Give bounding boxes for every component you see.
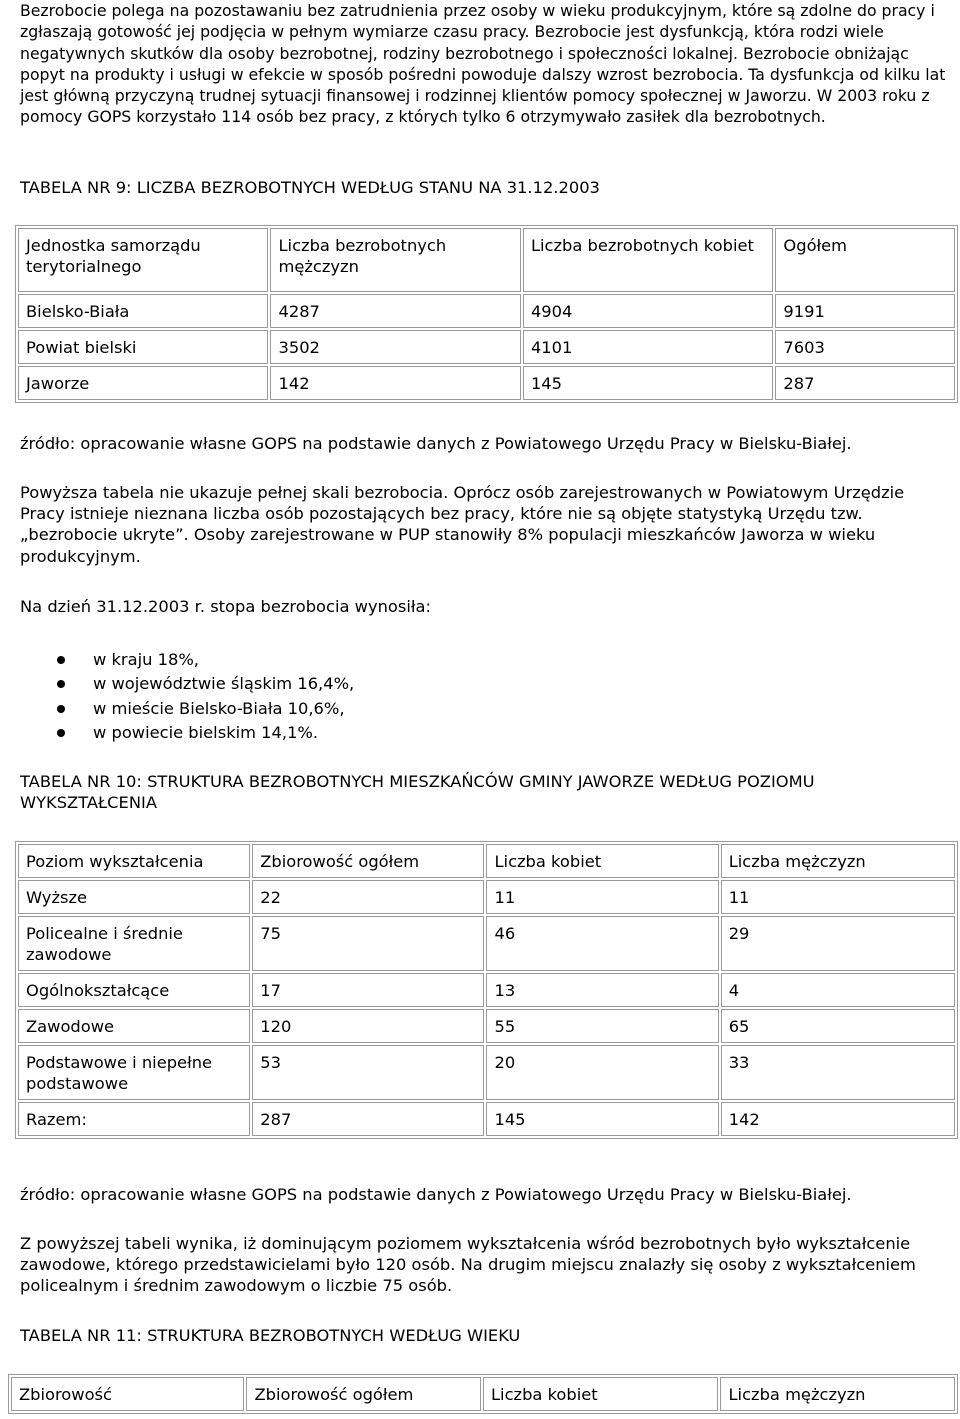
rate-intro: Na dzień 31.12.2003 r. stopa bezrobocia wynosiła: [20, 597, 431, 616]
table-cell: 142 [721, 1102, 955, 1136]
table-cell: 22 [252, 880, 484, 914]
table-cell: 29 [721, 916, 955, 971]
table9-source: źródło: opracowanie własne GOPS na podstawie danych z Powiatowego Urzędu Pracy w Bielsku-Białej. [20, 434, 852, 453]
table-row [18, 916, 955, 971]
unemployment-rates-list [0, 648, 354, 746]
table-cell: 3502 [270, 330, 520, 364]
table-cell: 145 [486, 1102, 718, 1136]
table11-title: TABELA NR 11: STRUKTURA BEZROBOTNYCH WEDŁUG WIEKU [20, 1326, 521, 1345]
list-item: w województwie śląskim 16,4%, [93, 672, 354, 696]
table-cell: Policealne i średnie zawodowe [18, 916, 250, 971]
bullet-icon [57, 680, 65, 688]
table-cell: 120 [252, 1009, 484, 1043]
table-cell: Podstawowe i niepełne podstawowe [18, 1045, 250, 1100]
table9-header-cell: Liczba bezrobotnych mężczyzn [270, 228, 520, 292]
table-cell: Bielsko-Biała [18, 294, 268, 328]
table11-header-cell: Zbiorowość ogółem [246, 1377, 481, 1411]
table-cell: 11 [486, 880, 718, 914]
table10 [15, 841, 958, 1139]
table-cell: 20 [486, 1045, 718, 1100]
table9-header-cell: Ogółem [775, 228, 955, 292]
table-cell: Razem: [18, 1102, 250, 1136]
table-cell: 33 [721, 1045, 955, 1100]
education-paragraph: Z powyższej tabeli wynika, iż dominującym poziomem wykształcenia wśród bezrobotnych było wykształcenie zawodowe, którego przedstawicielami było 120 osób. Na drugim miejscu znalazły się osoby z wykształceniem policealnym i średnim zawodowym o liczbie 75 osób. [20, 1234, 916, 1296]
table-row [18, 1009, 955, 1043]
table-cell: 145 [523, 366, 773, 400]
table-cell: 55 [486, 1009, 718, 1043]
table11-header-cell: Zbiorowość [11, 1377, 244, 1411]
table9-header-cell: Jednostka samorządu terytorialnego [18, 228, 268, 292]
intro-paragraph: Bezrobocie polega na pozostawaniu bez zatrudnienia przez osoby w wieku produkcyjnym, które są zdolne do pracy i zgłaszają gotowość jej podjęcia w pełnym wymiarze czasu pracy. Bezrobocie jest dysfunkcją, która rodzi wiele negatywnych skutków dla osoby bezrobotnej, rodziny bezrobotnego i społeczności lokalnej. Bezrobocie obniżając popyt na produkty i usługi w efekcie w sposób pośredni powoduje dalszy wzrost bezrobocia. Ta dysfunkcja od kilku lat jest główną przyczyną trudnej sytuacji finansowej i rodzinnej klientów pomocy społecznej w Jaworzu. W 2003 roku z pomocy GOPS korzystało 114 osób bez pracy, z których tylko 6 otrzymywało zasiłek dla bezrobotnych. [20, 1, 946, 127]
table9-header-row [18, 228, 955, 292]
table-cell: 13 [486, 973, 718, 1007]
table-cell: 17 [252, 973, 484, 1007]
table-row [18, 294, 955, 328]
table-cell: 4 [721, 973, 955, 1007]
table-cell: 7603 [775, 330, 955, 364]
table-cell: 9191 [775, 294, 955, 328]
table-cell: Ogólnokształcące [18, 973, 250, 1007]
table-row [18, 880, 955, 914]
table10-header-row [18, 844, 955, 878]
hidden-unemployment-paragraph: Powyższa tabela nie ukazuje pełnej skali bezrobocia. Oprócz osób zarejestrowanych w Powiatowym Urzędzie Pracy istnieje nieznana liczba osób pozostających bez pracy, które nie są objęte statystyką Urzędu tzw. „bezrobocie ukryte”. Osoby zarejestrowane w PUP stanowiły 8% populacji mieszkańców Jaworza w wieku produkcyjnym. [20, 483, 905, 566]
table-cell: 75 [252, 916, 484, 971]
table-cell: 287 [775, 366, 955, 400]
table9-title: TABELA NR 9: LICZBA BEZROBOTNYCH WEDŁUG STANU NA 31.12.2003 [20, 178, 600, 197]
table-cell: Wyższe [18, 880, 250, 914]
table-cell: 11 [721, 880, 955, 914]
bullet-icon [57, 705, 65, 713]
table-cell: 4904 [523, 294, 773, 328]
table-row [18, 1045, 955, 1100]
table-row [18, 330, 955, 364]
table10-header-cell: Zbiorowość ogółem [252, 844, 484, 878]
list-item: w kraju 18%, [93, 648, 354, 672]
table10-title: TABELA NR 10: STRUKTURA BEZROBOTNYCH MIESZKAŃCÓW GMINY JAWORZE WEDŁUG POZIOMU WYKSZTAŁCENIA [20, 772, 815, 812]
table10-header-cell: Liczba mężczyzn [721, 844, 955, 878]
table10-header-cell: Poziom wykształcenia [18, 844, 250, 878]
table11-header-row [11, 1377, 955, 1411]
table-cell: 46 [486, 916, 718, 971]
table-cell: 53 [252, 1045, 484, 1100]
bullet-icon [57, 729, 65, 737]
table11-header-cell: Liczba mężczyzn [720, 1377, 955, 1411]
table-cell: 65 [721, 1009, 955, 1043]
table11 [8, 1374, 958, 1414]
list-item: w powiecie bielskim 14,1%. [93, 721, 354, 745]
table-cell: 287 [252, 1102, 484, 1136]
table-cell: Jaworze [18, 366, 268, 400]
table-cell: 4287 [270, 294, 520, 328]
table-cell: Powiat bielski [18, 330, 268, 364]
table9 [15, 225, 958, 403]
table-row [18, 973, 955, 1007]
bullet-icon [57, 656, 65, 664]
table-cell: Zawodowe [18, 1009, 250, 1043]
list-item: w mieście Bielsko-Biała 10,6%, [93, 697, 354, 721]
table9-header-cell: Liczba bezrobotnych kobiet [523, 228, 773, 292]
table-row [18, 366, 955, 400]
table10-header-cell: Liczba kobiet [486, 844, 718, 878]
table11-header-cell: Liczba kobiet [483, 1377, 719, 1411]
table10-source: źródło: opracowanie własne GOPS na podstawie danych z Powiatowego Urzędu Pracy w Bielsku-Białej. [20, 1185, 852, 1204]
table-row [18, 1102, 955, 1136]
table-cell: 4101 [523, 330, 773, 364]
table-cell: 142 [270, 366, 520, 400]
